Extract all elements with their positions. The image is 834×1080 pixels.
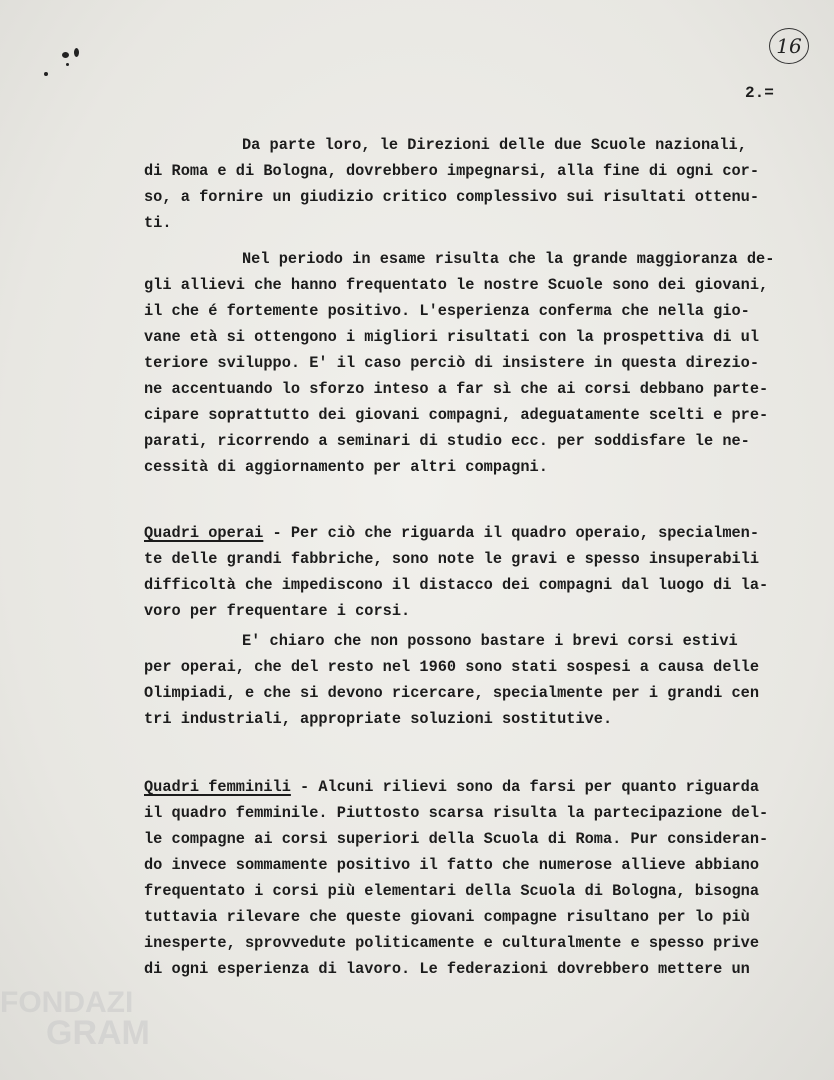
text-line: ti. xyxy=(144,214,172,232)
text-line: Da parte loro, le Direzioni delle due Scuole nazionali, xyxy=(242,136,747,154)
text-line: di Roma e di Bologna, dovrebbero impegnarsi, alla fine di ogni cor- xyxy=(144,162,760,180)
page-number: 2.= xyxy=(745,84,774,102)
text-line: E' chiaro che non possono bastare i brevi corsi estivi xyxy=(242,632,738,650)
text-line: cessità di aggiornamento per altri compagni. xyxy=(144,458,548,476)
section-intro: - Per ciò che riguarda il quadro operaio, specialmen- xyxy=(263,524,760,542)
text-line: te delle grandi fabbriche, sono note le gravi e spesso insuperabili xyxy=(144,550,760,568)
text-line: do invece sommamente positivo il fatto che numerose allieve abbiano xyxy=(144,856,760,874)
ink-speck xyxy=(74,48,79,57)
ink-speck xyxy=(66,63,69,66)
text-line: teriore sviluppo. E' il caso perciò di insistere in questa direzio- xyxy=(144,354,760,372)
section-heading: Quadri operai xyxy=(144,524,264,542)
text-line: il quadro femminile. Piuttosto scarsa risulta la partecipazione del- xyxy=(144,804,769,822)
text-line: gli allievi che hanno frequentato le nostre Scuole sono dei giovani, xyxy=(144,276,769,294)
text-line: vane età si ottengono i migliori risultati con la prospettiva di ul xyxy=(144,328,760,346)
text-line: Nel periodo in esame risulta che la grande maggioranza de- xyxy=(242,250,775,268)
paragraph-2 xyxy=(144,246,812,480)
text-line: tri industriali, appropriate soluzioni sostitutive. xyxy=(144,710,613,728)
watermark-logo xyxy=(0,986,150,1052)
text-line: Olimpiadi, e che si devono ricercare, specialmente per i grandi cen xyxy=(144,684,760,702)
text-line xyxy=(144,520,812,546)
text-line xyxy=(144,774,812,800)
watermark-line: GRAM xyxy=(46,1014,150,1052)
text-line: ne accentuando lo sforzo inteso a far sì che ai corsi debbano parte- xyxy=(144,380,769,398)
text-line: voro per frequentare i corsi. xyxy=(144,602,411,620)
text-line: so, a fornire un giudizio critico complessivo sui risultati ottenu- xyxy=(144,188,760,206)
text-line: per operai, che del resto nel 1960 sono stati sospesi a causa delle xyxy=(144,658,760,676)
section-quadri-femminili xyxy=(144,774,812,982)
paragraph-1 xyxy=(144,132,812,236)
document-body xyxy=(144,132,812,982)
text-line: di ogni esperienza di lavoro. Le federazioni dovrebbero mettere un xyxy=(144,960,750,978)
text-line: parati, ricorrendo a seminari di studio ecc. per soddisfare le ne- xyxy=(144,432,750,450)
ink-speck xyxy=(44,72,48,76)
text-line: il che é fortemente positivo. L'esperienza conferma che nella gio- xyxy=(144,302,750,320)
handwritten-page-number: 16 xyxy=(769,28,809,64)
ink-speck xyxy=(62,52,69,58)
text-line: difficoltà che impediscono il distacco dei compagni dal luogo di la- xyxy=(144,576,769,594)
section-heading: Quadri femminili xyxy=(144,778,291,796)
text-line: frequentato i corsi più elementari della Scuola di Bologna, bisogna xyxy=(144,882,760,900)
watermark-line: FONDAZI xyxy=(0,986,134,1019)
text-line: cipare soprattutto dei giovani compagni, adeguatamente scelti e pre- xyxy=(144,406,769,424)
text-line: le compagne ai corsi superiori della Scuola di Roma. Pur consideran- xyxy=(144,830,769,848)
text-line: tuttavia rilevare che queste giovani compagne risultano per lo più xyxy=(144,908,750,926)
text-line: inesperte, sprovvedute politicamente e culturalmente e spesso prive xyxy=(144,934,760,952)
section-intro: - Alcuni rilievi sono da farsi per quanto riguarda xyxy=(290,778,760,796)
section-quadri-operai xyxy=(144,520,812,732)
